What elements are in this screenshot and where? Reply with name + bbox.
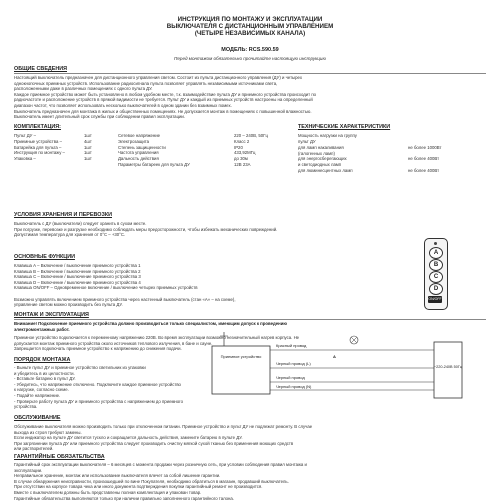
- switch-label: A: [333, 354, 336, 359]
- power-list: [298, 139, 486, 174]
- wiring-diagram: [204, 328, 474, 418]
- spec-row: [118, 162, 298, 168]
- spec-key: Степень защищенности: [118, 144, 166, 150]
- text-line: Запрещается подключать приемное устройство к напряжению до снижения подачи.: [14, 346, 182, 352]
- remote-button-onoff: ON/OFF: [428, 297, 442, 301]
- text-line: Клавиша D – Включение / выключение приемного устройства 4: [14, 279, 141, 285]
- spec-key: Упаковка –: [14, 156, 36, 162]
- text-line: Гарантийные обязательства выполняются только при наличии правильно заполненного гарантийного талона.: [14, 495, 234, 501]
- remote-button-d: D: [429, 283, 443, 295]
- indicator-light-icon: [434, 242, 437, 245]
- text-line: управление светом можно производить без пульта ДУ.: [14, 302, 123, 308]
- text-line: Настоящий выключатель предназначен для дистанционного управления светом. Состоит из пульта дистанционного управления (ДУ) и четырех: [14, 75, 302, 80]
- functions-heading: ОСНОВНЫЕ ФУНКЦИИ: [14, 254, 75, 260]
- specs-heading: ТЕХНИЧЕСКИЕ ХАРАКТЕРИСТИКИ: [298, 124, 391, 130]
- text-line: диапазон частот, что позволяет использовать несколько выключателей в одном здании без взаимных помех.: [14, 102, 232, 108]
- text-line: радиочастоте и расположение устройств в прямой видимости не требуется. Пульт ДУ и каждый из приемных устройств настроены на определенный: [14, 97, 313, 103]
- text-line: Каждое приемное устройство может быть установлено в любом удобном месте, т.к. взаимодействие пульта ДУ и приемного устройства происходит по: [14, 91, 317, 97]
- order-text: [14, 365, 200, 410]
- text-line: При загрязнении пульта ДУ или приемного устройства следует производить очистку мягкой сухой тканью без применения моющих средств: [14, 440, 294, 446]
- model-label: МОДЕЛЬ: RCS.590.59: [221, 47, 279, 53]
- text-line: - Выньте пульт ДУ и приемное устройство светильник из упаковки: [14, 365, 146, 370]
- page-subtitle-channels: (ЧЕТЫРЕ НЕЗАВИСИМЫХ КАНАЛА): [194, 30, 306, 37]
- text-line: Обслуживание выключателя можно производить только при отключенном питании. Приемное устройство и пульт ДУ не подлежат ремонту. В случае: [14, 424, 313, 429]
- text-line: Выключатель предназначен для монтажа в жилых и общественных помещениях. Не допускается монтаж в помещениях с повышенной влажностью.: [14, 108, 312, 114]
- specs-list: [118, 133, 298, 168]
- spec-value: 4шт: [84, 138, 92, 144]
- spec-value: 1шт: [84, 144, 92, 150]
- spec-value: 1шт: [84, 156, 92, 162]
- text-line: - Подайте напряжение.: [14, 392, 61, 398]
- text-line: эксплуатации.: [14, 467, 43, 473]
- mains-label: ~220-240В 50Гц: [433, 365, 463, 369]
- spec-key: Сетевое напряжение: [118, 133, 161, 138]
- divider: [14, 73, 486, 74]
- spec-value: до 30м: [234, 156, 248, 162]
- text-line: Гарантийный срок эксплуатации выключателя – 6 месяцев с момента продажи через розничную сеть, при условии соблюдения правил монтажа и: [14, 462, 307, 467]
- spec-value: не более 400Вт: [408, 156, 440, 162]
- text-line: или растворителей.: [14, 446, 54, 452]
- spec-key: Приемные устройства –: [14, 138, 62, 144]
- text-line: Возможно управлять включением приемного устройства через настенный выключатель (стан «А» – на схеме),: [14, 296, 236, 302]
- power-heading: Мощность нагрузки на группу: [298, 133, 357, 138]
- spec-key: для люминесцентных ламп: [298, 167, 353, 173]
- text-line: однокнопочных приемных устройств. Использование радиосигнала пульта позволяет управлять независимыми источниками света,: [14, 80, 278, 86]
- spec-value: 220 – 240В, 50Гц: [234, 133, 268, 138]
- spec-key: Параметры батареек для пульта ДУ: [118, 161, 190, 167]
- text-line: Если индикатор на пульте ДУ светится тускло и сокращается дальность действия, замените батарею в пульте ДУ.: [14, 435, 243, 441]
- wire-label-black: Черный провод: [276, 375, 305, 380]
- remote-button-c: C: [429, 271, 443, 283]
- spec-value: IP20: [234, 144, 243, 150]
- remote-button-a: A: [429, 247, 443, 259]
- remote-control: [424, 238, 448, 310]
- spec-key: Дальность действия: [118, 156, 159, 162]
- spec-key: Частота управления: [118, 150, 159, 156]
- remote-button-b: B: [429, 259, 443, 271]
- spec-row: [298, 168, 486, 174]
- text-line: При отсутствии на корпусе товара чека или иного документа подтверждения покупки гарантийный ремонт не производится.: [14, 484, 263, 490]
- spec-value: 433,92МГц: [234, 150, 256, 156]
- text-line: Клавиша ON/OFF – Одновременное включение / выключение четырех приемных устройств: [14, 285, 198, 291]
- wire-label-l: Черный провод (L): [276, 361, 311, 366]
- spec-key: Инструкция по монтажу –: [14, 150, 65, 156]
- divider: [14, 319, 486, 320]
- text-line: Выключатель имеет длительный срок службы при соблюдении правил эксплуатации.: [14, 114, 186, 120]
- text-line: устройства.: [14, 404, 38, 410]
- warranty-heading: ГАРАНТИЙНЫЕ ОБЯЗАТЕЛЬСТВА: [14, 454, 105, 460]
- spec-key: для ламп накаливания: [298, 144, 344, 150]
- text-line: Приемное устройство подключается к переменному напряжению 220В. Во время эксплуатации возможно незначительный нагрев корпуса. Не: [14, 335, 300, 340]
- text-line: Допустимая температура для хранения от 0°С – +30°С.: [14, 232, 126, 238]
- page-title: ИНСТРУКЦИЯ ПО МОНТАЖУ И ЭКСПЛУАТАЦИИ: [177, 16, 323, 23]
- service-text: [14, 424, 486, 452]
- text-line: выхода из строя требуют замены.: [14, 429, 82, 435]
- text-line: В случае обнаружения неисправности, произошедшей по вине Покупателя, необходимо обратиться в магазин, продавший выключатель.: [14, 478, 289, 484]
- read-note: Перед монтажом обязательно прочитайте настоящую инструкцию: [174, 56, 326, 61]
- kit-heading: КОМПЛЕКТАЦИЯ:: [14, 124, 61, 130]
- page-subtitle: ВЫКЛЮЧАТЕЛЯ С ДИСТАНЦИОННЫМ УПРАВЛЕНИЕМ: [166, 23, 334, 30]
- text-line: Внимание! Подключение приемного устройства должно производиться только специалистом, имеющим допуск к проведению: [14, 321, 288, 326]
- spec-key: Батарейка для пульта –: [14, 144, 62, 150]
- kit-list: [14, 133, 114, 162]
- text-line: - Вставьте батарею в пульт ДУ.: [14, 376, 76, 382]
- general-heading: ОБЩИЕ СВЕДЕНИЯ: [14, 66, 67, 72]
- text-line: электромонтажных работ.: [14, 326, 70, 332]
- spec-value: Класс 2: [234, 138, 250, 144]
- text-line: и убедитесь в их целостности.: [14, 370, 75, 376]
- spec-key: пульт ДУ: [298, 139, 316, 144]
- text-line: Клавиша С – Включение / выключение приемного устройства 3: [14, 274, 141, 280]
- spec-key: Пульт ДУ –: [14, 133, 36, 138]
- text-line: Клавиша А – Включение / выключение приемного устройства 1: [14, 263, 141, 268]
- mounting-heading: МОНТАЖ И ЭКСПЛУАТАЦИЯ: [14, 312, 89, 318]
- text-line: - Проверьте работу пульта ДУ и приемного устройства с напряжением до приемного: [14, 398, 184, 404]
- storage-heading: УСЛОВИЯ ХРАНЕНИЯ И ПЕРЕВОЗКИ: [14, 212, 112, 218]
- warranty-text: [14, 462, 486, 501]
- receiver-label: Приемное устройство: [220, 354, 262, 359]
- general-text: [14, 75, 486, 120]
- spec-value: 1шт: [84, 150, 92, 156]
- storage-text: [14, 221, 414, 238]
- text-line: Выключатель с ДУ (выключатели) следует хранить в сухом месте.: [14, 221, 147, 226]
- spec-value: 12В 23А: [234, 161, 251, 167]
- mains-block: [434, 342, 462, 398]
- spec-key: (галогенных ламп): [298, 150, 335, 156]
- order-heading: ПОРЯДОК МОНТАЖА: [14, 357, 71, 363]
- spec-value: 1шт: [84, 133, 92, 138]
- wire-label-n: Черный провод (N): [276, 384, 312, 389]
- spec-key: Электрозащита: [118, 138, 150, 144]
- text-line: Клавиша В – Включение / выключение приемного устройства 2: [14, 268, 141, 274]
- functions-text: [14, 263, 404, 308]
- spec-value: не более 400Вт: [408, 167, 440, 173]
- instruction-page: [14, 10, 486, 501]
- service-heading: ОБСЛУЖИВАНИЕ: [14, 415, 61, 421]
- text-line: расположенными даже в различных помещениях с одного пульта ДУ.: [14, 86, 153, 92]
- spec-key: для энергосберегающих: [298, 156, 347, 162]
- spec-value: не более 1000Вт: [408, 144, 442, 150]
- spec-key: и светодиодных ламп: [298, 162, 342, 168]
- text-line: Неправильное хранение, монтаж или использование выключателя влечет за собой лишение гарантии.: [14, 473, 221, 479]
- text-line: - Убедитесь, что напряжение отключено. Подключите каждое приемное устройство: [14, 381, 181, 387]
- text-line: Вместе с выключателем должны быть представлены полная комплектация и упакован товар.: [14, 489, 202, 495]
- spec-row: [14, 156, 114, 162]
- text-line: к нагрузке, согласно схеме.: [14, 387, 69, 393]
- text-line: При погрузке, перевозке и разгрузке необходимо соблюдать меры предосторожности, чтобы избежать механических повреждений.: [14, 226, 278, 232]
- wire-label-red: Красный провод: [276, 343, 307, 348]
- text-line: допускается монтаж приемного устройства около источников теплового излучения, в бане и сауне.: [14, 340, 213, 346]
